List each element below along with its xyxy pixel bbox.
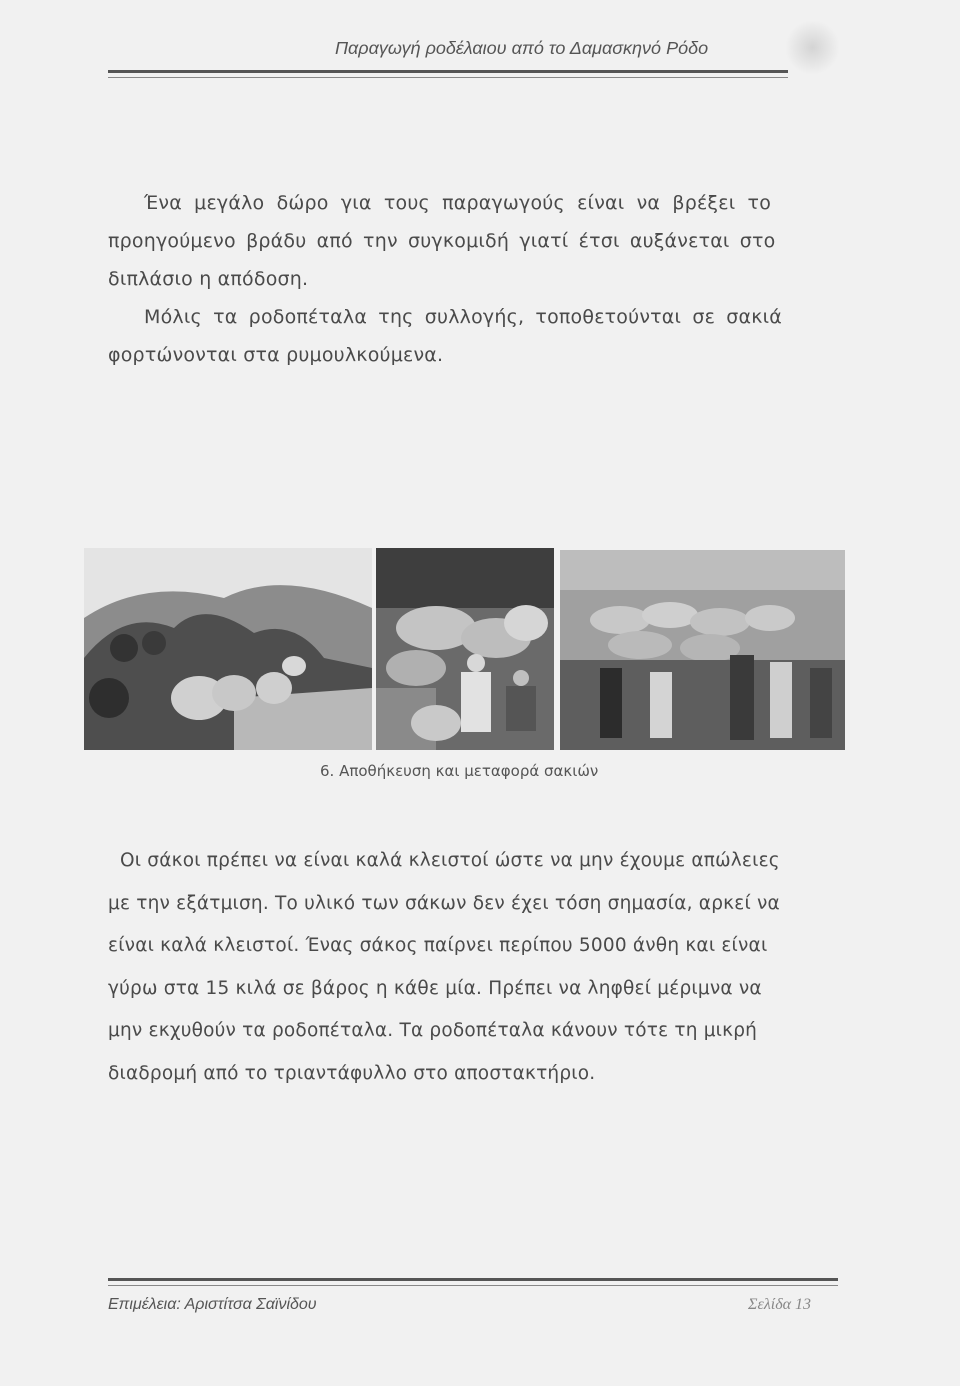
paragraph-1-line: διπλάσιο η απόδοση.	[108, 268, 309, 290]
footer-rule	[108, 1278, 838, 1281]
paragraph-1-line: Ένα μεγάλο δώρο για τους παραγωγούς είναι να βρέξει το	[144, 192, 772, 214]
photo-rose-field	[84, 548, 372, 750]
header-rule	[108, 70, 788, 73]
paragraph-1-line: Μόλις τα ροδοπέταλα της συλλογής, τοποθετούνται σε σακιά	[144, 306, 783, 328]
footer-editor: Επιμέλεια: Αριστίτσα Σαϊνίδου	[108, 1296, 317, 1313]
page-number: Σελίδα 13	[748, 1296, 812, 1313]
footer-rule-thin	[108, 1285, 838, 1286]
header-rule-thin	[108, 77, 788, 78]
paragraph-1	[108, 184, 804, 374]
paragraph-1-line: φορτώνονται στα ρυμουλκούμενα.	[108, 344, 444, 366]
paragraph-2-line: είναι καλά κλειστοί. Ένας σάκος παίρνει περίπου 5000 άνθη και είναι	[108, 935, 768, 956]
figure-caption: 6. Αποθήκευση και μεταφορά σακιών	[320, 762, 599, 780]
paragraph-2-line: διαδρομή από το τριαντάφυλλο στο αποστακτήριο.	[108, 1062, 596, 1084]
paragraph-2-line: Οι σάκοι πρέπει να είναι καλά κλειστοί ώστε να μην έχουμε απώλειες	[120, 850, 780, 871]
paragraph-2	[108, 840, 808, 1095]
paragraph-2-line: με την εξάτμιση. Το υλικό των σάκων δεν έχει τόση σημασία, αρκεί να	[108, 892, 780, 914]
scan-smudge	[785, 20, 840, 75]
paragraph-1-line: προηγούμενο βράδυ από την συγκομιδή γιατί έτσι αυξάνεται στο	[108, 230, 776, 252]
photo-warehouse	[560, 550, 845, 750]
photo-loading-sacks	[376, 548, 554, 750]
paragraph-2-line: γύρω στα 15 κιλά σε βάρος η κάθε μία. Πρέπει να ληφθεί μέριμνα να	[108, 977, 762, 999]
header-title: Παραγωγή ροδέλαιου από το Δαμασκηνό Ρόδο	[335, 38, 709, 58]
paragraph-2-line: μην εκχυθούν τα ροδοπέταλα. Τα ροδοπέταλα κάνουν τότε τη μικρή	[108, 1020, 758, 1041]
